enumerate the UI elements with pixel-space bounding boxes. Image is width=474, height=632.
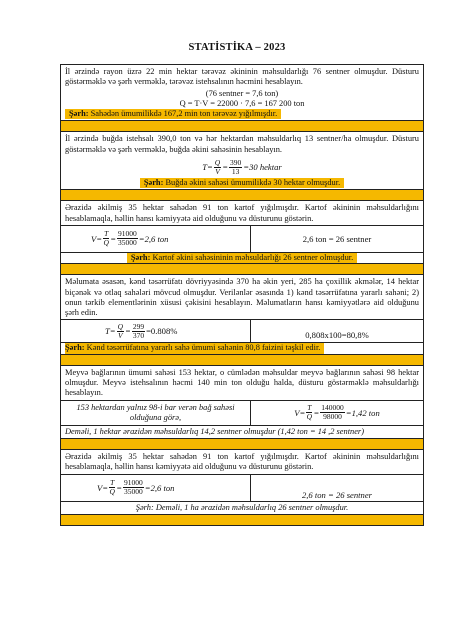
task-1	[61, 65, 423, 121]
task-1-comment: Şərh: Sahədən ümumilikdə 167,2 min ton tərəvəz yığılmışdır.	[65, 109, 281, 119]
task-1-note: (76 sentner = 7,6 ton)	[205, 88, 279, 98]
task-5-comment: Deməli, 1 hektar ərazidən məhsuldarlıq 14,2 sentner olmuşdur (1,42 ton = 14 ,2 sentner)	[65, 426, 364, 436]
task-2-comment: Şərh: Buğda əkini sahəsi ümumilikdə 30 hektar olmuşdur.	[140, 178, 344, 188]
task-3-comment: Şərh: Kartof əkini sahəsininin məhsuldarlığı 26 sentner olmuşdur.	[127, 253, 357, 263]
task-4-comment-row	[61, 343, 423, 354]
task-4-comment: Şərh: Kənd təsərrüfatına yararlı sahə ümumi sahənin 80,8 faizini təşkil edir.	[65, 343, 324, 353]
task-5-solution	[61, 401, 423, 426]
task-3-result: 2,6 ton = 26 sentner	[302, 233, 372, 244]
task-3-text: Ərazidə əkilmiş 35 hektar sahədən 91 ton kartof yığılmışdır. Kartof əkininin məhsuldarlığını hesablamaqla, həllin hansı kəmiyyətə aid olduğunu və düsturunu göstərin.	[65, 203, 419, 223]
separator-bar	[61, 264, 423, 275]
task-2-text: İl ərzində buğda istehsalı 390,0 ton və hər hektardan məhsuldarlıq 13 sentner/ha olmuşdur. Düsturu göstərməklə və şərh verməklə, buğda əkini sahəsinin hesablayın.	[65, 134, 419, 154]
task-2	[61, 132, 423, 190]
task-5	[61, 366, 423, 401]
task-4-result: 0,808x100=80,8%	[305, 330, 369, 341]
task-6-comment: Şərh: Deməli, 1 ha ərazidən məhsuldarlıq 26 sentner olmuşdur.	[135, 502, 349, 512]
task-6-text: Ərazidə əkilmiş 35 hektar sahədən 91 ton kartof yığılmışdır. Kartof əkininin məhsuldarlığını hesablamaqla, həllin hansı kəmiyyətə aid olduğunu və düsturunu göstərin.	[65, 451, 419, 472]
task-6-formula: V= $\frac{T}{Q}$ = $\frac{91000}{35000}$ =2,6 ton	[61, 475, 251, 501]
separator-bar	[61, 355, 423, 366]
task-1-text: İl ərzində rayon üzrə 22 min hektar tərəvəz əkininin məhsuldarlığı 76 sentner olmuşdur. Düsturu göstərməklə və şərh verməklə, tərəvəz istehsalının həcmini hesablayın.	[65, 67, 419, 87]
task-5-comment-row	[61, 426, 423, 439]
task-4	[61, 275, 423, 320]
task-1-formula: Q = T·V = 22000 · 7,6 = 167 200 ton	[179, 98, 305, 108]
separator-bar	[61, 439, 423, 450]
task-5-reasoning: 153 hektardan yalnız 98-i bar verən bağ sahəsi olduğuna görə,	[61, 401, 251, 425]
task-6	[61, 450, 423, 475]
task-4-formula: T= $\frac{Q}{V}$ = $\frac{299}{370}$ =0.808%	[61, 320, 251, 342]
task-6-result: 2,6 ton = 26 sentner	[301, 489, 372, 500]
task-6-comment-row	[61, 502, 423, 515]
task-2-formula: T= $\frac{Q}{V}$ = $\frac{390}{13}$ =30 hektar	[202, 157, 282, 176]
statistics-table	[60, 64, 424, 526]
task-5-text: Meyvə bağlarının ümumi sahəsi 153 hektar, o cümlədən məhsuldar meyvə bağlarının sahəsi 98 hektar olmuşdur. Meyvə istehsalının həcmi 140 min ton olduğu halda, düsturu göstərməklə məhsuldarlığı hesablayın.	[65, 367, 419, 398]
separator-bar	[61, 515, 423, 526]
task-3	[61, 201, 423, 226]
task-3-formula: V= $\frac{T}{Q}$ = $\frac{91000}{35000}$ =2,6 ton	[61, 226, 251, 252]
task-5-formula: V= $\frac{T}{Q}$ = $\frac{140000}{98000}$ =1,42 ton	[294, 403, 380, 422]
task-3-comment-row	[61, 253, 423, 264]
task-4-text: Məlumata əsasən, kənd təsərrüfatı dövriyyəsində 370 ha əkin yeri, 285 ha çoxillik əkmələr, 14 hektar biçənək və otlaq sahələri mövcud olmuşdur. Verilənlər əsasında 1) kənd təsərrüfatına yararlı sahəni; 2) onun tərkib elementlərinin xüsusi çəkisini hesablayın. Məlumatların hansı kəmiyyətlərə aid olduğunu şərh edin.	[65, 277, 419, 318]
task-6-solution	[61, 475, 423, 502]
task-3-solution	[61, 226, 423, 253]
page-title: STATİSTİKA – 2023	[188, 42, 286, 53]
separator-bar	[61, 190, 423, 201]
task-4-solution	[61, 320, 423, 343]
separator-bar	[61, 121, 423, 132]
